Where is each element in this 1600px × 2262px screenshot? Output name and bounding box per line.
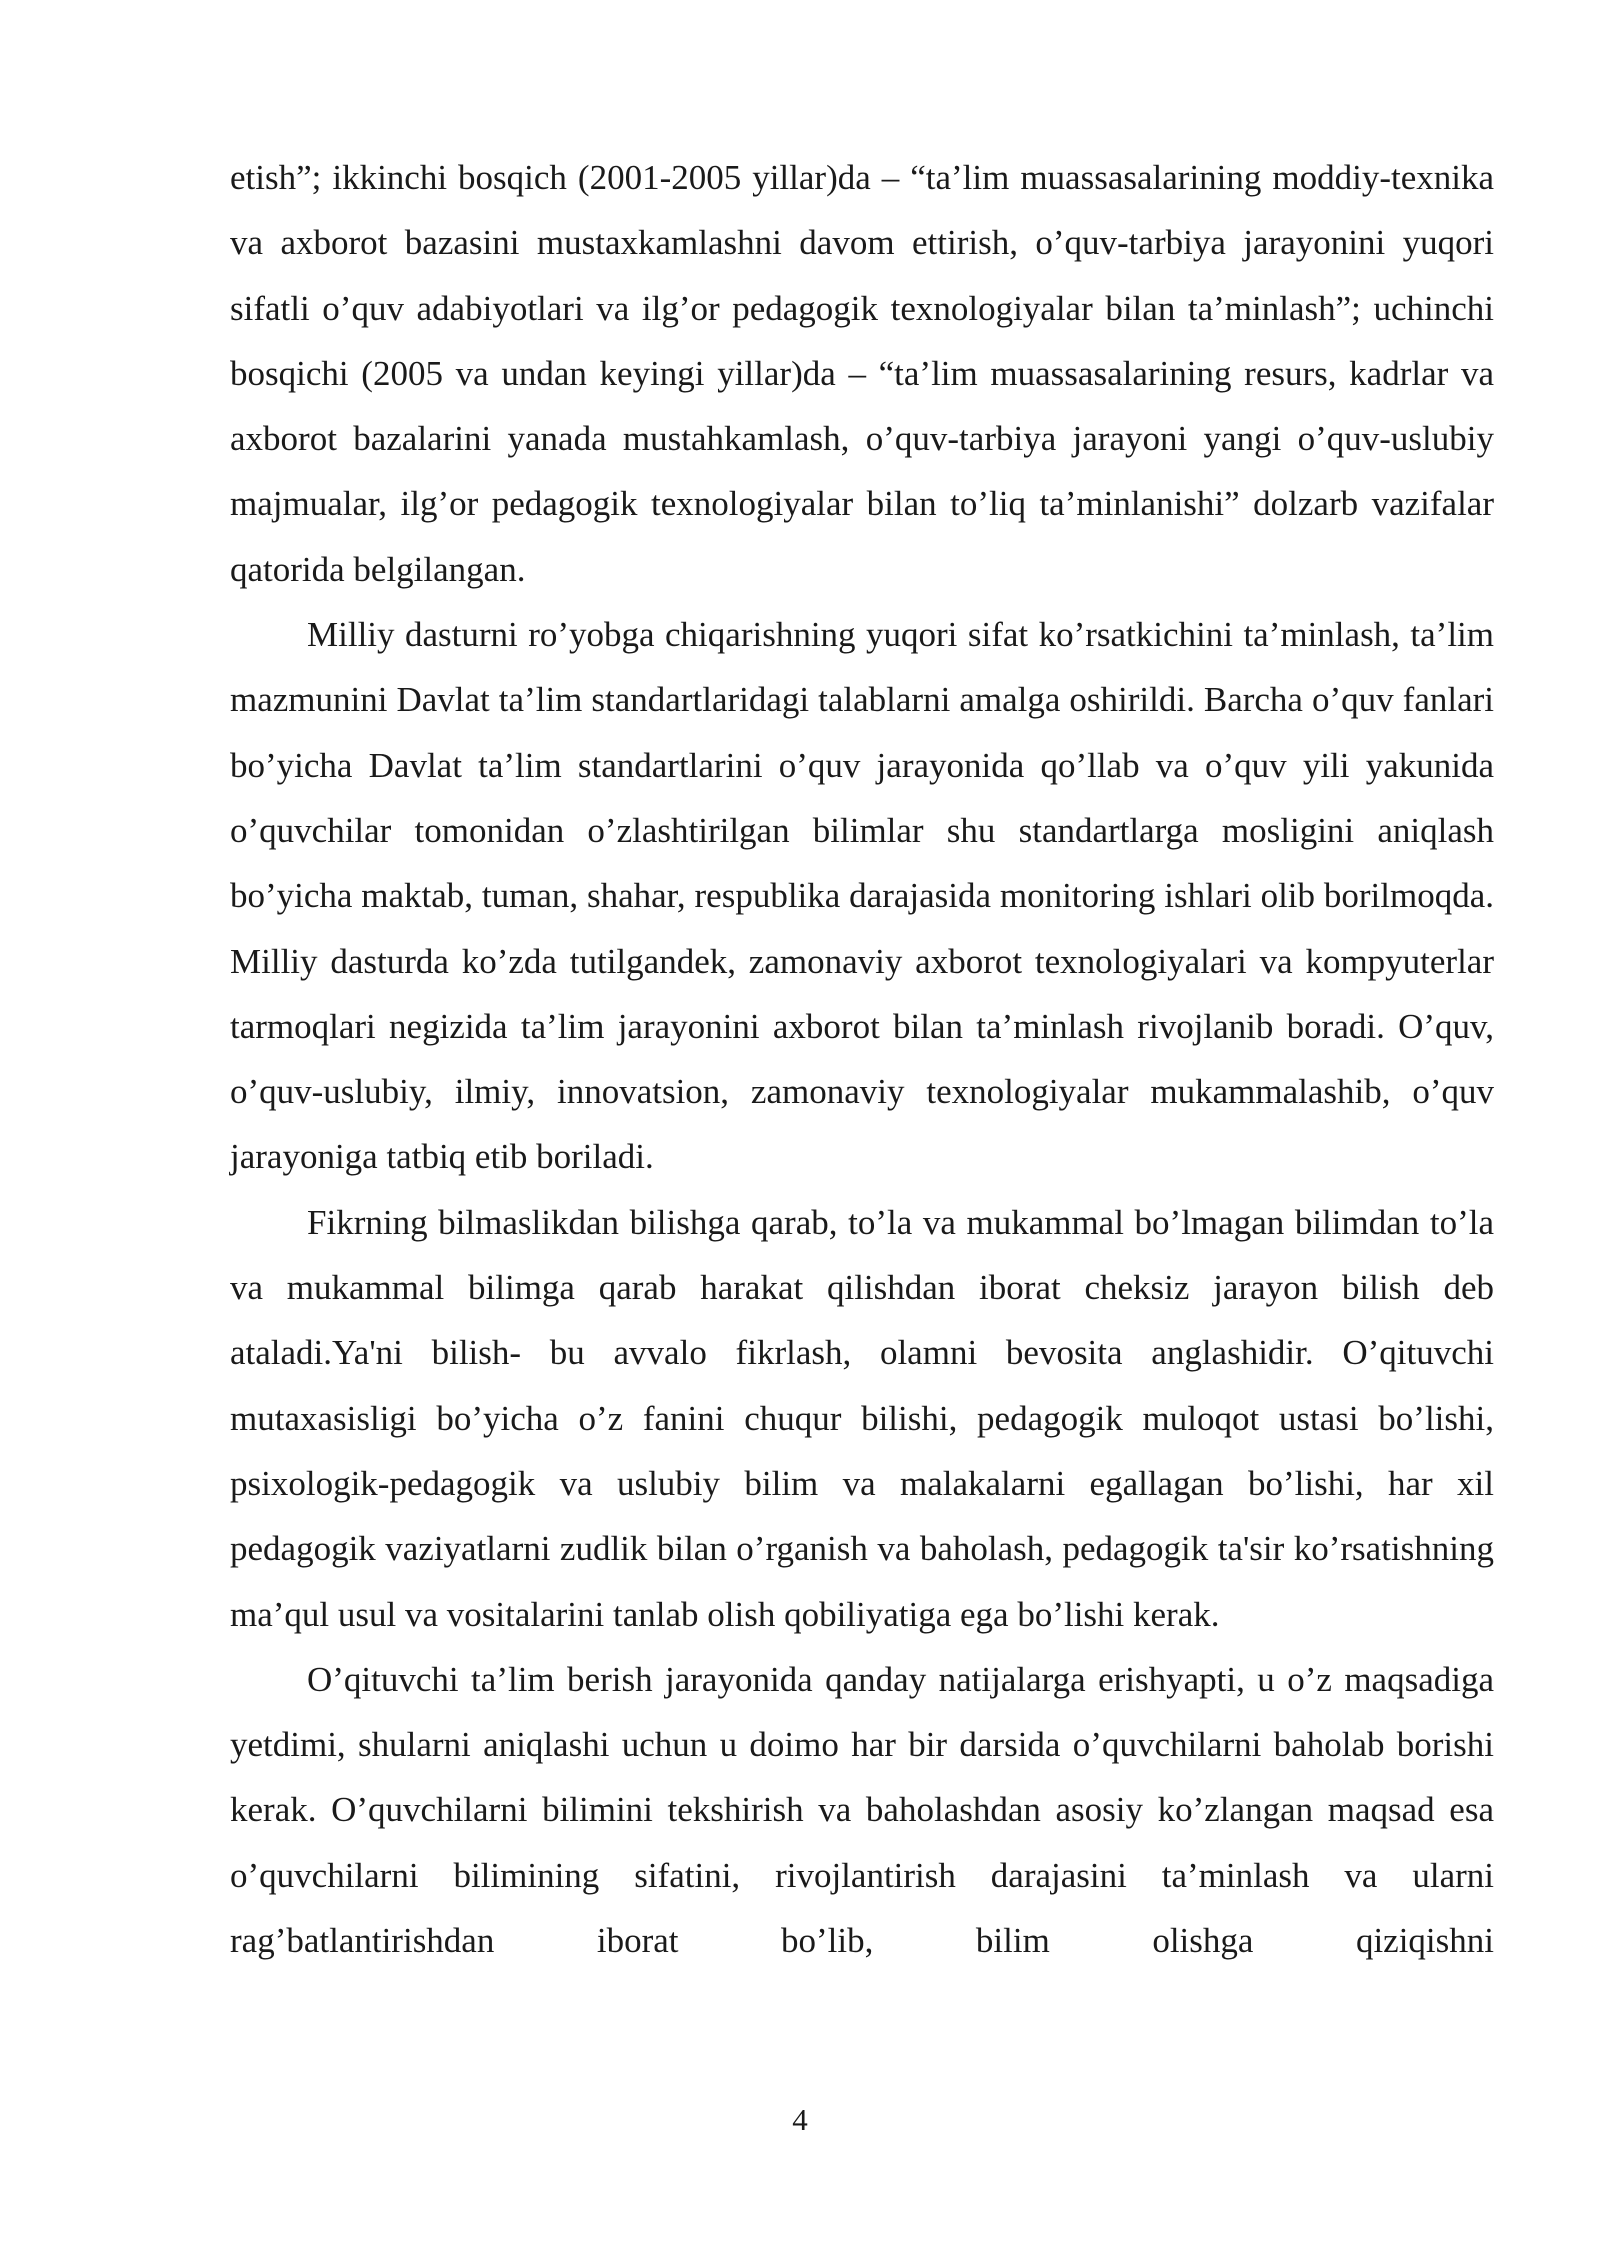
- page-number: 4: [792, 2102, 808, 2137]
- body-text: [230, 145, 1494, 1973]
- paragraph-1: etish”; ikkinchi bosqich (2001-2005 yillar)da – “ta’lim muassasalarining moddiy-texnika va axborot bazasini mustaxkamlashni davom ettirish, o’quv-tarbiya jarayonini yuqori sifatli o’quv adabiyotlari va ilg’or pedagogik texnologiyalar bilan ta’minlash”; uchinchi bosqichi (2005 va undan keyingi yillar)da – “ta’lim muassasalarining resurs, kadrlar va axborot bazalarini yanada mustahkamlash, o’quv-tarbiya jarayoni yangi o’quv-uslubiy majmualar, ilg’or pedagogik texnologiyalar bilan to’liq ta’minlanishi” dolzarb vazifalar qatorida belgilangan.: [230, 158, 1494, 589]
- paragraph-4: O’qituvchi ta’lim berish jarayonida qanday natijalarga erishyapti, u o’z maqsadiga yetdimi, shularni aniqlashi uchun u doimo har bir darsida o’quvchilarni baholab borishi kerak. O’quvchilarni bilimini tekshirish va baholashdan asosiy ko’zlangan maqsad esa o’quvchilarni bilimining sifatini, rivojlantirish darajasini ta’minlash va ularni rag’batlantirishdan iborat bo’lib, bilim olishga qiziqishni: [230, 1659, 1494, 1961]
- paragraph-3: Fikrning bilmaslikdan bilishga qarab, to’la va mukammal bo’lmagan bilimdan to’la va mukammal bilimga qarab harakat qilishdan iborat cheksiz jarayon bilish deb ataladi.Ya'ni bilish- bu avvalo fikrlash, olamni bevosita anglashidir. O’qituvchi mutaxasisligi bo’yicha o’z fanini chuqur bilishi, pedagogik muloqot ustasi bo’lishi, psixologik-pedagogik va uslubiy bilim va malakalarni egallagan bo’lishi, har xil pedagogik vaziyatlarni zudlik bilan o’rganish va baholash, pedagogik ta'sir ko’rsatishning ma’qul usul va vositalarini tanlab olish qobiliyatiga ega bo’lishi kerak.: [230, 1202, 1494, 1634]
- paragraph-2: Milliy dasturni ro’yobga chiqarishning yuqori sifat ko’rsatkichini ta’minlash, ta’lim mazmunini Davlat ta’lim standartlaridagi talablarni amalga oshirildi. Barcha o’quv fanlari bo’yicha Davlat ta’lim standartlarini o’quv jarayonida qo’llab va o’quv yili yakunida o’quvchilar tomonidan o’zlashtirilgan bilimlar shu standartlarga mosligini aniqlash bo’yicha maktab, tuman, shahar, respublika darajasida monitoring ishlari olib borilmoqda. Milliy dasturda ko’zda tutilgandek, zamonaviy axborot texnologiyalari va kompyuterlar tarmoqlari negizida ta’lim jarayonini axborot bilan ta’minlash rivojlanib boradi. O’quv, o’quv-uslubiy, ilmiy, innovatsion, zamonaviy texnologiyalar mukammalashib, o’quv jarayoniga tatbiq etib boriladi.: [230, 615, 1494, 1177]
